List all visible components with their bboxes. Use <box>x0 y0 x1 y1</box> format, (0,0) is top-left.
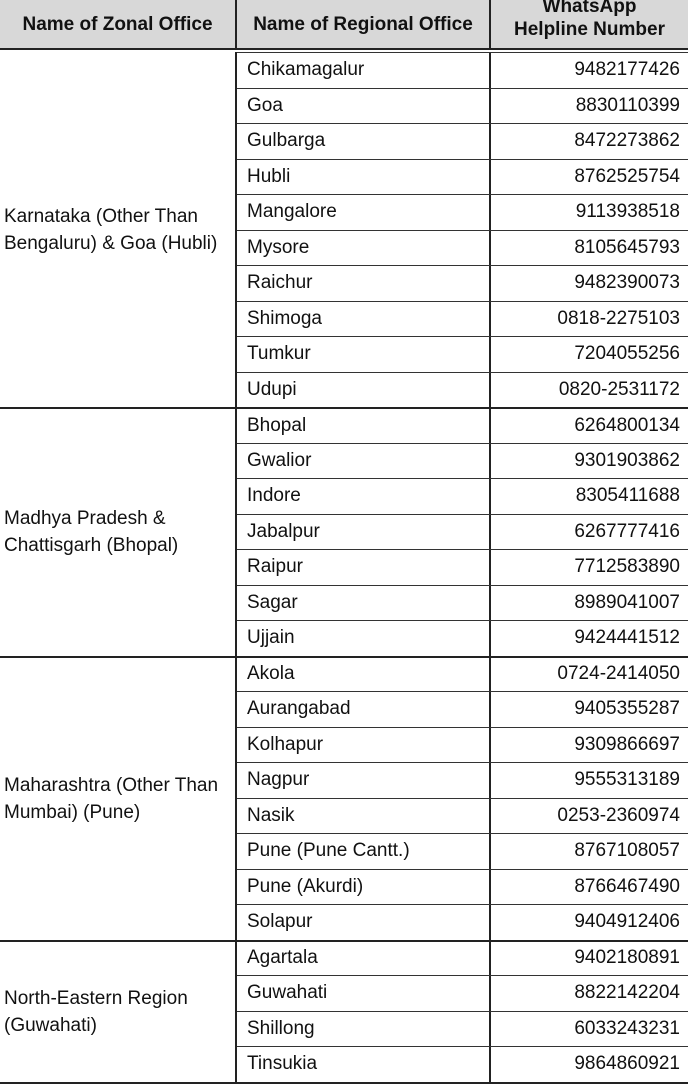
whatsapp-helpline-number: 8822142204 <box>574 982 680 1004</box>
table-bottom-border <box>0 1082 688 1084</box>
table-row <box>237 620 688 656</box>
zonal-office-cell <box>0 407 237 656</box>
zonal-office-name: Madhya Pradesh & Chattisgarh (Bhopal) <box>4 508 179 557</box>
regional-office-name: Tumkur <box>237 337 491 372</box>
whatsapp-helpline-number: 9301903862 <box>574 449 680 471</box>
regional-office-name: Nagpur <box>237 763 491 798</box>
table-row <box>237 88 688 124</box>
regional-office-name: Shimoga <box>237 302 491 337</box>
table-row <box>237 194 688 230</box>
whatsapp-helpline-number: 0820-2531172 <box>558 378 680 400</box>
regional-office-name: Mangalore <box>237 195 491 230</box>
regional-office-name: Tinsukia <box>237 1047 491 1082</box>
table-row <box>237 301 688 337</box>
regional-office-name: Mysore <box>237 231 491 266</box>
whatsapp-helpline-number: 8766467490 <box>574 875 680 897</box>
whatsapp-helpline-number: 7712583890 <box>574 556 680 578</box>
whatsapp-helpline-number: 9555313189 <box>574 769 680 791</box>
zonal-office-name: North-Eastern Region (Guwahati) <box>4 987 188 1036</box>
regional-office-name: Nasik <box>237 799 491 834</box>
regional-office-name: Akola <box>237 658 491 692</box>
regional-office-name: Agartala <box>237 942 491 976</box>
whatsapp-helpline-number: 8989041007 <box>574 591 680 613</box>
whatsapp-helpline-number: 9482390073 <box>574 272 680 294</box>
whatsapp-helpline-number: 9482177426 <box>574 59 680 81</box>
whatsapp-helpline-number: 8767108057 <box>574 840 680 862</box>
table-row <box>237 514 688 550</box>
table-row <box>237 407 688 443</box>
zonal-office-name: Maharashtra (Other Than Mumbai) (Pune) <box>4 774 219 823</box>
whatsapp-helpline-number: 9864860921 <box>574 1053 680 1075</box>
regional-office-name: Raichur <box>237 266 491 301</box>
whatsapp-helpline-number: 8762525754 <box>574 165 680 187</box>
whatsapp-helpline-number: 8830110399 <box>575 94 680 116</box>
header-whatsapp-helpline <box>491 0 688 50</box>
regional-office-name: Bhopal <box>237 409 491 443</box>
table-row <box>237 443 688 479</box>
table-row <box>237 549 688 585</box>
table-row <box>237 585 688 621</box>
table-row <box>237 372 688 408</box>
zonal-office-cell <box>0 656 237 940</box>
regional-office-name: Udupi <box>237 373 491 408</box>
regional-office-name: Ujjain <box>237 621 491 656</box>
table-row <box>237 336 688 372</box>
table-row <box>237 230 688 266</box>
zonal-office-cell <box>0 52 237 407</box>
header-zonal-office-label: Name of Zonal Office <box>22 13 213 35</box>
table-row <box>237 798 688 834</box>
whatsapp-helpline-number: 9424441512 <box>574 627 680 649</box>
regional-office-name: Raipur <box>237 550 491 585</box>
regional-office-name: Chikamagalur <box>237 53 491 88</box>
table-row <box>237 869 688 905</box>
table-row <box>237 762 688 798</box>
whatsapp-helpline-number: 8105645793 <box>574 236 680 258</box>
table-row <box>237 478 688 514</box>
table-row <box>237 123 688 159</box>
table-row <box>237 1046 688 1082</box>
zonal-office-name: Karnataka (Other Than Bengaluru) & Goa (Hubli) <box>4 205 218 254</box>
regional-office-name: Pune (Pune Cantt.) <box>237 834 491 869</box>
table-row <box>237 975 688 1011</box>
regional-office-name: Solapur <box>237 905 491 940</box>
whatsapp-helpline-number: 9113938518 <box>575 201 680 223</box>
header-regional-office-label: Name of Regional Office <box>253 13 473 35</box>
header-whatsapp-line1: WhatsApp <box>542 0 637 17</box>
whatsapp-helpline-number: 8305411688 <box>575 485 680 507</box>
table-row <box>237 656 688 692</box>
table-row <box>237 727 688 763</box>
regional-office-name: Guwahati <box>237 976 491 1011</box>
regional-office-name: Jabalpur <box>237 515 491 550</box>
table-row <box>237 904 688 940</box>
header-whatsapp-line2: Helpline Number <box>514 19 665 40</box>
whatsapp-helpline-number: 6033243231 <box>574 1017 680 1039</box>
whatsapp-helpline-number: 0818-2275103 <box>557 307 680 329</box>
whatsapp-helpline-number: 6264800134 <box>574 414 680 436</box>
whatsapp-helpline-number: 9405355287 <box>574 698 680 720</box>
table-row <box>237 265 688 301</box>
table-row <box>237 1011 688 1047</box>
table-row <box>237 159 688 195</box>
table-row <box>237 940 688 976</box>
regional-office-name: Pune (Akurdi) <box>237 870 491 905</box>
table-row <box>237 691 688 727</box>
whatsapp-helpline-number: 9404912406 <box>574 911 680 933</box>
regional-office-name: Aurangabad <box>237 692 491 727</box>
whatsapp-helpline-number: 0253-2360974 <box>557 804 680 826</box>
regional-office-name: Gwalior <box>237 444 491 479</box>
regional-office-name: Kolhapur <box>237 728 491 763</box>
regional-office-name: Hubli <box>237 160 491 195</box>
regional-office-name: Goa <box>237 89 491 124</box>
whatsapp-helpline-number: 6267777416 <box>574 520 680 542</box>
zonal-office-cell <box>0 940 237 1082</box>
regional-office-name: Indore <box>237 479 491 514</box>
whatsapp-helpline-number: 9309866697 <box>574 733 680 755</box>
table-row <box>237 833 688 869</box>
table-row <box>237 52 688 88</box>
whatsapp-helpline-number: 8472273862 <box>574 130 680 152</box>
regional-office-name: Shillong <box>237 1012 491 1047</box>
header-regional-office <box>237 0 491 50</box>
regional-office-name: Gulbarga <box>237 124 491 159</box>
whatsapp-helpline-number: 0724-2414050 <box>557 663 680 685</box>
header-zonal-office <box>0 0 237 50</box>
whatsapp-helpline-number: 7204055256 <box>574 343 680 365</box>
regional-office-name: Sagar <box>237 586 491 621</box>
whatsapp-helpline-number: 9402180891 <box>574 947 680 969</box>
